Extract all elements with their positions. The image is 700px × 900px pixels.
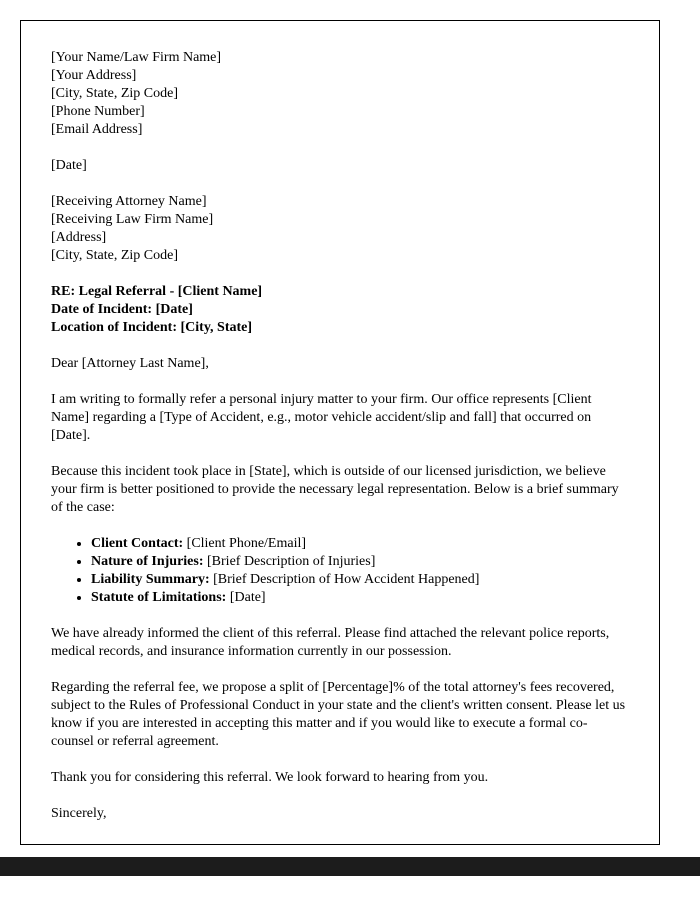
list-item xyxy=(91,571,629,589)
paragraph-thank-you: Thank you for considering this referral. We look forward to hearing from you. xyxy=(51,770,489,785)
recipient-name-line: [Receiving Attorney Name] xyxy=(51,194,207,209)
date-line: [Date] xyxy=(51,158,87,173)
letter-page xyxy=(20,20,660,845)
bullet-label-statute-of-limitations: Statute of Limitations: xyxy=(91,590,227,605)
closing-sincerely: Sincerely, xyxy=(51,806,107,821)
recipient-firm-line: [Receiving Law Firm Name] xyxy=(51,212,214,227)
sender-phone-line: [Phone Number] xyxy=(51,104,145,119)
bullet-text-liability-summary: [Brief Description of How Accident Happened] xyxy=(209,572,480,587)
date-block xyxy=(51,157,629,175)
sender-email-line: [Email Address] xyxy=(51,122,143,137)
paragraph-jurisdiction: Because this incident took place in [State], which is outside of our licensed jurisdiction, we believe your firm is better positioned to provide the necessary legal representation. Below is a brief summary of the case: xyxy=(51,464,619,515)
subject-block xyxy=(51,283,629,337)
list-item xyxy=(91,535,629,553)
bullet-text-client-contact: [Client Phone/Email] xyxy=(183,536,307,551)
sender-address-line: [Your Address] xyxy=(51,68,137,83)
list-item xyxy=(91,553,629,571)
sender-address-block xyxy=(51,49,629,139)
recipient-city-line: [City, State, Zip Code] xyxy=(51,248,179,263)
recipient-address-line: [Address] xyxy=(51,230,107,245)
sender-name-line: [Your Name/Law Firm Name] xyxy=(51,50,222,65)
recipient-address-block xyxy=(51,193,629,265)
paragraph-client-informed: We have already informed the client of this referral. Please find attached the relevant police reports, medical records, and insurance information currently in our possession. xyxy=(51,626,610,659)
subject-re-line: RE: Legal Referral - [Client Name] xyxy=(51,284,263,299)
bullet-label-liability-summary: Liability Summary: xyxy=(91,572,210,587)
sender-city-line: [City, State, Zip Code] xyxy=(51,86,179,101)
paragraph-referral-intro: I am writing to formally refer a personal injury matter to your firm. Our office represents [Client Name] regarding a [Type of Accident, e.g., motor vehicle accident/slip and fall] that occurred on [Date]. xyxy=(51,392,592,443)
bullet-label-nature-of-injuries: Nature of Injuries: xyxy=(91,554,204,569)
case-summary-list xyxy=(51,535,629,607)
bullet-label-client-contact: Client Contact: xyxy=(91,536,184,551)
subject-incident-date-line: Date of Incident: [Date] xyxy=(51,302,193,317)
paragraph-referral-fee: Regarding the referral fee, we propose a split of [Percentage]% of the total attorney's fees recovered, subject to the Rules of Professional Conduct in your state and the client's written consent. Please let us know if you are interested in accepting this matter and if you would like to execute a formal co-counsel or referral agreement. xyxy=(51,680,626,749)
list-item xyxy=(91,589,629,607)
bullet-text-statute-of-limitations: [Date] xyxy=(226,590,266,605)
salutation: Dear [Attorney Last Name], xyxy=(51,356,209,371)
bottom-page-separator-bar xyxy=(0,857,700,876)
bullet-text-nature-of-injuries: [Brief Description of Injuries] xyxy=(203,554,376,569)
subject-incident-location-line: Location of Incident: [City, State] xyxy=(51,320,253,335)
